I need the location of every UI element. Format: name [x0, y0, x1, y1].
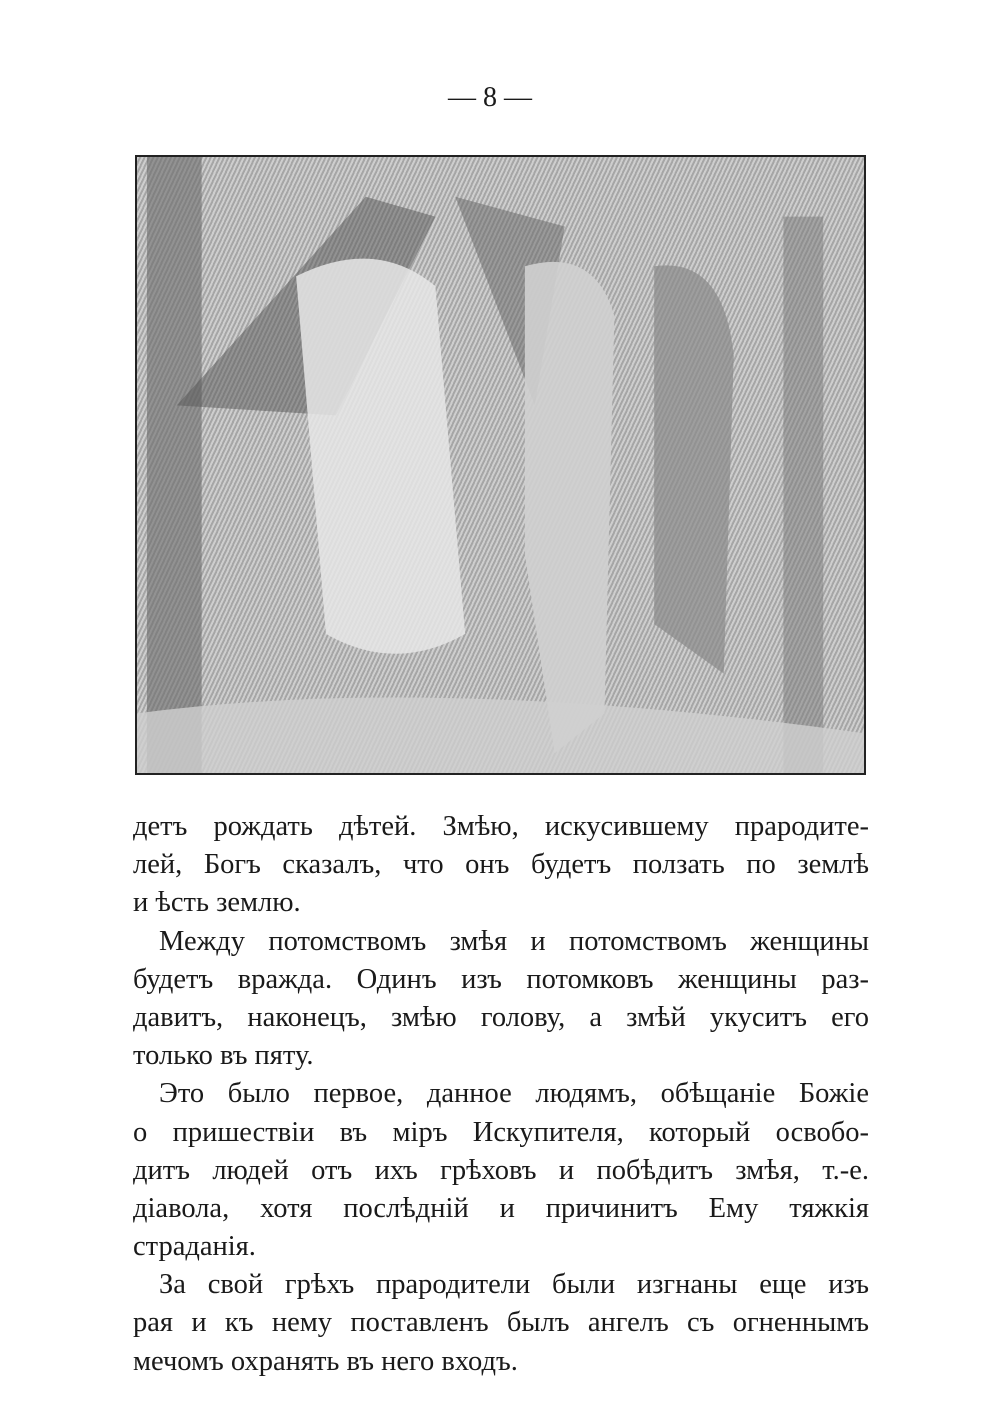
engraving-illustration — [135, 155, 866, 775]
text-line: детъ рождать дѣтей. Змѣю, искусившему прародите- — [133, 811, 869, 842]
text-line: Это было первое, данное людямъ, обѣщаніе Божіе — [159, 1078, 869, 1110]
text-line: страданія. — [133, 1231, 256, 1263]
page-number: — 8 — — [448, 82, 532, 113]
text-line: мечомъ охранять въ него входъ. — [133, 1345, 518, 1377]
illustration-art — [137, 157, 864, 773]
text-line: только въ пяту. — [133, 1040, 314, 1072]
text-line: За свой грѣхъ прародители были изгнаны еще изъ — [159, 1269, 869, 1301]
paragraph — [133, 1266, 869, 1381]
paragraph — [133, 1075, 869, 1266]
text-line: рая и къ нему поставленъ былъ ангелъ съ огненнымъ — [133, 1307, 869, 1339]
text-line: будетъ вражда. Одинъ изъ потомковъ женщины раз- — [133, 963, 869, 995]
text-line: давитъ, наконецъ, змѣю голову, а змѣй укуситъ его — [133, 1001, 869, 1033]
text-line: діавола, хотя послѣдній и причинитъ Ему тяжкія — [133, 1192, 869, 1224]
paragraph — [133, 808, 869, 923]
text-line: о пришествіи въ міръ Искупителя, который освобо- — [133, 1116, 869, 1148]
text-line: и ѣсть землю. — [133, 887, 301, 919]
body-text — [133, 808, 869, 1381]
paragraph — [133, 923, 869, 1076]
text-line: дитъ людей отъ ихъ грѣховъ и побѣдитъ змѣя, т.-е. — [133, 1154, 869, 1186]
text-line: лей, Богъ сказалъ, что онъ будетъ ползать по землѣ — [133, 849, 869, 881]
text-line: Между потомствомъ змѣя и потомствомъ женщины — [159, 925, 869, 957]
